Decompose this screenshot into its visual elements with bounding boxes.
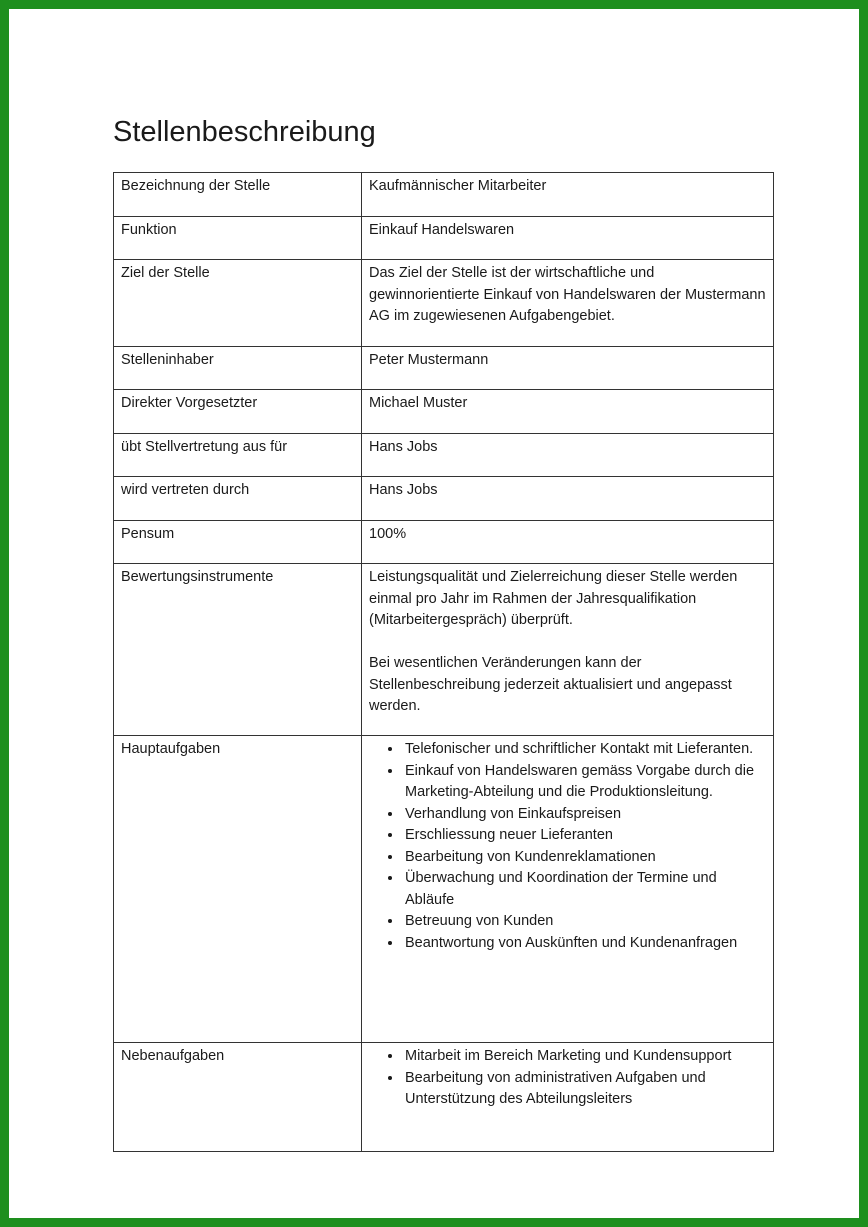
- list-item: • Bearbeitung von administrativen Aufgaben und Unterstützung des Abteilungsleiters: [403, 1068, 766, 1111]
- row-label: Stelleninhaber: [114, 347, 362, 390]
- row-value: [362, 521, 774, 564]
- list-item: • Mitarbeit im Bereich Marketing und Kundensupport: [403, 1046, 766, 1068]
- row-value: [362, 434, 774, 477]
- value-text: Hans Jobs: [369, 439, 438, 455]
- list-item: • Einkauf von Handelswaren gemäss Vorgabe durch die Marketing-Abteilung und die Produktionsleitung.: [403, 761, 766, 804]
- value-text: Kaufmännischer Mitarbeiter: [369, 178, 547, 194]
- value-text: 100%: [369, 526, 407, 542]
- row-label: Pensum: [114, 521, 362, 564]
- value-text: Michael Muster: [369, 395, 468, 411]
- value-text: Bei wesentlichen Veränderungen kann der Stellenbeschreibung jederzeit aktualisiert und angepasst werden.: [369, 655, 732, 714]
- row-value: [362, 217, 774, 260]
- table-row: [114, 347, 774, 390]
- list-item: • Erschliessung neuer Lieferanten: [403, 825, 766, 847]
- row-label: Bezeichnung der Stelle: [114, 173, 362, 217]
- table-row: [114, 260, 774, 347]
- row-value: [362, 173, 774, 217]
- value-text: Peter Mustermann: [369, 352, 489, 368]
- row-value: [362, 390, 774, 434]
- table-row: [114, 564, 774, 736]
- row-label: Direkter Vorgesetzter: [114, 390, 362, 434]
- row-value: [362, 260, 774, 347]
- value-text: Das Ziel der Stelle ist der wirtschaftliche und gewinnorientierte Einkauf von Handelswaren der Mustermann AG im zugewiesenen Aufgabengebiet.: [369, 265, 766, 324]
- row-label: Nebenaufgaben: [114, 1043, 362, 1152]
- table-row: [114, 736, 774, 1043]
- table-row: [114, 1043, 774, 1152]
- table-row: [114, 217, 774, 260]
- row-label: übt Stellvertretung aus für: [114, 434, 362, 477]
- list-item: • Beantwortung von Auskünften und Kundenanfragen: [403, 933, 766, 955]
- row-value: [362, 736, 774, 1043]
- row-value: [362, 1043, 774, 1152]
- row-value: [362, 477, 774, 521]
- table-row: [114, 521, 774, 564]
- list-item: • Überwachung und Koordination der Termine und Abläufe: [403, 868, 766, 911]
- table-row: [114, 434, 774, 477]
- main-tasks-list: [369, 739, 766, 954]
- row-label: Bewertungsinstrumente: [114, 564, 362, 736]
- document-title: Stellenbeschreibung: [113, 116, 376, 148]
- job-description-table: [113, 172, 774, 1152]
- table-row: [114, 477, 774, 521]
- row-label: Ziel der Stelle: [114, 260, 362, 347]
- list-item: • Bearbeitung von Kundenreklamationen: [403, 847, 766, 869]
- row-label: Hauptaufgaben: [114, 736, 362, 1043]
- value-text: Einkauf Handelswaren: [369, 222, 515, 238]
- secondary-tasks-list: [369, 1046, 766, 1111]
- row-label: Funktion: [114, 217, 362, 260]
- row-label: wird vertreten durch: [114, 477, 362, 521]
- value-text: Hans Jobs: [369, 482, 438, 498]
- table-row: [114, 390, 774, 434]
- value-text: Leistungsqualität und Zielerreichung dieser Stelle werden einmal pro Jahr im Rahmen der Jahresqualifikation (Mitarbeitergespräch) überprüft.: [369, 569, 738, 628]
- table-row: [114, 173, 774, 217]
- row-value: [362, 564, 774, 736]
- list-item: • Betreuung von Kunden: [403, 911, 766, 933]
- list-item: • Verhandlung von Einkaufspreisen: [403, 804, 766, 826]
- list-item: • Telefonischer und schriftlicher Kontakt mit Lieferanten.: [403, 739, 766, 761]
- row-value: [362, 347, 774, 390]
